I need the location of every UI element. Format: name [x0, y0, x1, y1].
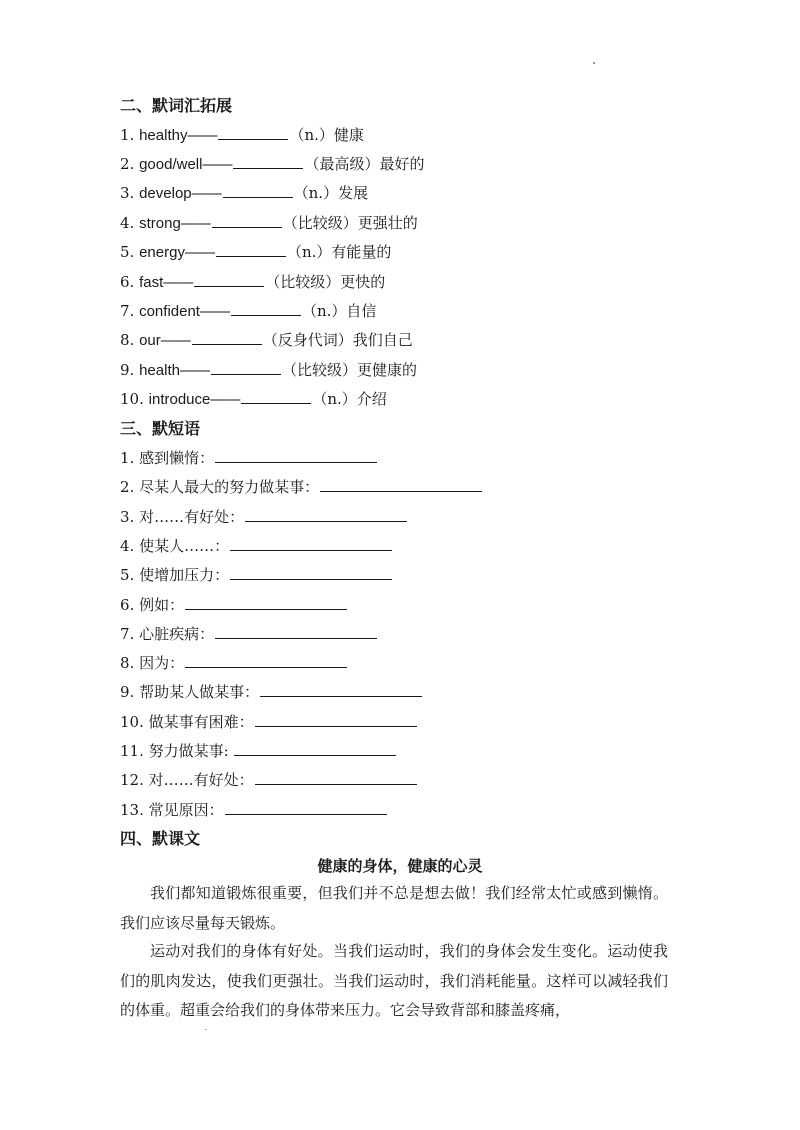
- scan-dot: [593, 62, 595, 64]
- vocab-hint: （n.）发展: [293, 184, 369, 202]
- answer-blank[interactable]: [230, 536, 392, 551]
- item-number: 9.: [120, 361, 135, 379]
- vocab-item: [120, 272, 385, 293]
- answer-blank[interactable]: [185, 595, 347, 610]
- answer-blank[interactable]: [211, 360, 281, 375]
- vocab-word: health——: [139, 362, 210, 379]
- item-number: 3.: [120, 184, 135, 202]
- answer-blank[interactable]: [218, 125, 288, 140]
- phrase-item: [120, 507, 408, 527]
- section-heading-vocabulary: 二、默词汇拓展: [120, 96, 233, 115]
- item-number: 9.: [120, 683, 135, 701]
- item-number: 1.: [120, 126, 135, 144]
- item-number: 2.: [120, 155, 135, 173]
- phrase-item: [120, 770, 418, 790]
- vocab-word: fast——: [139, 274, 194, 291]
- phrase-item: [120, 800, 388, 820]
- answer-blank[interactable]: [320, 477, 482, 492]
- vocab-hint: （n.）健康: [289, 126, 364, 144]
- vocab-word: energy——: [139, 244, 215, 261]
- phrase-prompt: 因为：: [139, 654, 185, 672]
- phrase-prompt: 帮助某人做某事：: [139, 683, 260, 701]
- vocab-hint: （比较级）更强壮的: [282, 214, 418, 232]
- vocab-item: [120, 213, 418, 234]
- item-number: 4.: [120, 214, 135, 232]
- phrase-prompt: 努力做某事:: [148, 742, 234, 760]
- item-number: 6.: [120, 273, 135, 291]
- phrase-prompt: 常见原因：: [148, 801, 224, 819]
- item-number: 5.: [120, 566, 135, 584]
- passage-title: 健康的身体，健康的心灵: [317, 857, 483, 875]
- item-number: 8.: [120, 654, 135, 672]
- item-number: 13.: [120, 801, 144, 819]
- phrase-prompt: 对……有好处：: [139, 508, 245, 526]
- vocab-hint: （最高级）最好的: [304, 155, 425, 173]
- vocab-item: [120, 183, 368, 204]
- phrase-prompt: 做某事有困难：: [148, 713, 254, 731]
- item-number: 7.: [120, 302, 135, 320]
- vocab-item: [120, 330, 413, 351]
- passage-paragraph: 运动对我们的身体有好处。当我们运动时，我们的身体会发生变化。运动使我们的肌肉发达，使我们更强壮。当我们运动时，我们消耗能量。这样可以减轻我们的体重。超重会给我们的身体带来压力。它会导致背部和膝盖疼痛，: [120, 942, 668, 1019]
- answer-blank[interactable]: [216, 242, 286, 257]
- item-number: 8.: [120, 331, 135, 349]
- vocab-word: healthy——: [139, 127, 218, 144]
- vocab-hint: （比较级）更快的: [265, 273, 386, 291]
- phrase-prompt: 心脏疾病：: [139, 625, 215, 643]
- item-number: 5.: [120, 243, 135, 261]
- answer-blank[interactable]: [215, 624, 377, 639]
- vocab-word: develop——: [139, 185, 222, 202]
- vocab-item: [120, 125, 364, 146]
- answer-blank[interactable]: [255, 770, 417, 785]
- item-number: 1.: [120, 449, 135, 467]
- phrase-item: [120, 624, 378, 644]
- answer-blank[interactable]: [212, 213, 282, 228]
- vocab-hint: （n.）有能量的: [286, 243, 392, 261]
- item-number: 11.: [120, 742, 144, 760]
- answer-blank[interactable]: [234, 741, 396, 756]
- phrase-item: [120, 595, 348, 615]
- vocab-word: good/well——: [139, 156, 233, 173]
- vocab-item: [120, 389, 387, 410]
- phrase-prompt: 使增加压力：: [139, 566, 230, 584]
- phrase-item: [120, 682, 423, 702]
- section-heading-phrases: 三、默短语: [120, 419, 201, 438]
- section-heading-text: 四、默课文: [120, 829, 201, 848]
- answer-blank[interactable]: [223, 183, 293, 198]
- vocab-word: introduce——: [148, 391, 241, 408]
- answer-blank[interactable]: [233, 154, 303, 169]
- item-number: 12.: [120, 771, 144, 789]
- phrase-item: [120, 565, 393, 585]
- answer-blank[interactable]: [185, 653, 347, 668]
- phrase-item: [120, 741, 397, 761]
- vocab-item: [120, 360, 417, 381]
- item-number: 4.: [120, 537, 135, 555]
- scan-dot: [205, 1029, 207, 1030]
- answer-blank[interactable]: [230, 565, 392, 580]
- item-number: 2.: [120, 478, 135, 496]
- vocab-hint: （n.）介绍: [312, 390, 387, 408]
- vocab-word: our——: [139, 332, 191, 349]
- item-number: 3.: [120, 508, 135, 526]
- answer-blank[interactable]: [194, 272, 264, 287]
- vocab-item: [120, 154, 425, 175]
- vocab-hint: （n.）自信: [301, 302, 377, 320]
- item-number: 10.: [120, 713, 144, 731]
- vocab-hint: （比较级）更健康的: [281, 361, 417, 379]
- phrase-item: [120, 653, 348, 673]
- answer-blank[interactable]: [245, 507, 407, 522]
- answer-blank[interactable]: [241, 389, 311, 404]
- phrase-prompt: 感到懒惰：: [139, 449, 215, 467]
- vocab-word: confident——: [139, 303, 230, 320]
- passage-paragraph: 我们都知道锻炼很重要，但我们并不总是想去做！我们经常太忙或感到懒惰。我们应该尽量每天锻炼。: [120, 884, 668, 932]
- item-number: 6.: [120, 596, 135, 614]
- answer-blank[interactable]: [260, 682, 422, 697]
- answer-blank[interactable]: [215, 448, 377, 463]
- answer-blank[interactable]: [255, 712, 417, 727]
- phrase-item: [120, 477, 483, 497]
- phrase-item: [120, 712, 418, 732]
- phrase-item: [120, 448, 378, 468]
- answer-blank[interactable]: [192, 330, 262, 345]
- phrase-prompt: 对……有好处：: [148, 771, 254, 789]
- answer-blank[interactable]: [231, 301, 301, 316]
- vocab-item: [120, 242, 391, 263]
- phrase-prompt: 例如：: [139, 596, 185, 614]
- phrase-item: [120, 536, 393, 556]
- vocab-item: [120, 301, 376, 322]
- answer-blank[interactable]: [225, 800, 387, 815]
- vocab-hint: （反身代词）我们自己: [262, 331, 413, 349]
- phrase-prompt: 使某人……：: [139, 537, 230, 555]
- phrase-prompt: 尽某人最大的努力做某事：: [139, 478, 320, 496]
- item-number: 7.: [120, 625, 135, 643]
- item-number: 10.: [120, 390, 144, 408]
- vocab-word: strong——: [139, 215, 211, 232]
